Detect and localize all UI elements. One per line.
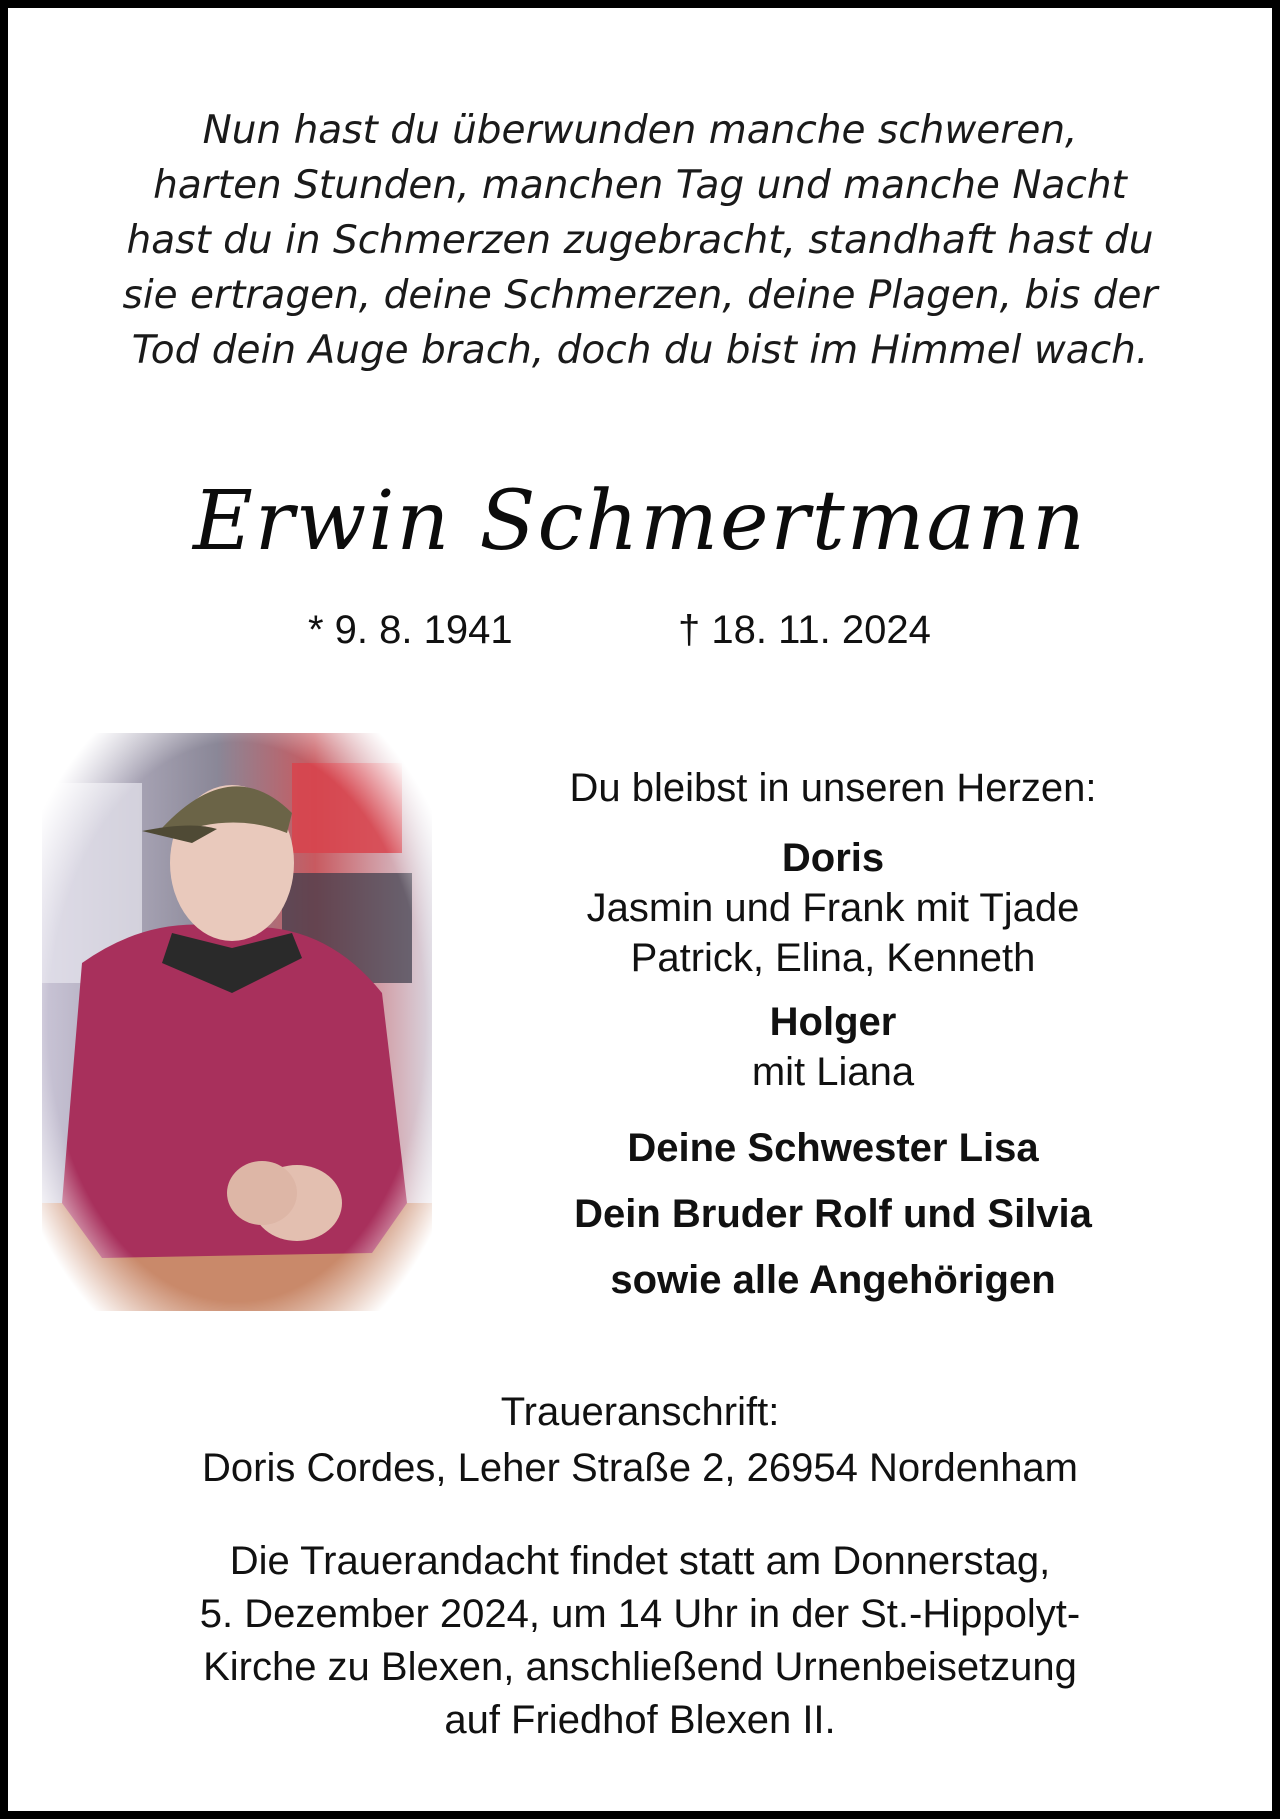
mourners-list — [448, 833, 1218, 1313]
address-label: Traueranschrift: — [500, 1390, 780, 1434]
verse-line: sie ertragen, deine Schmerzen, deine Plagen, bis der — [122, 273, 1158, 318]
mourner-closing: Deine Schwester Lisa — [627, 1126, 1039, 1170]
deceased-name: Erwin Schmertmann — [193, 474, 1087, 569]
service-line: auf Friedhof Blexen II. — [444, 1698, 836, 1742]
verse-line: hast du in Schmerzen zugebracht, standhaft hast du — [126, 218, 1154, 263]
portrait-photo — [42, 733, 432, 1311]
memorial-verse — [48, 103, 1232, 378]
verse-line: Nun hast du überwunden manche schweren, — [202, 108, 1078, 153]
mourner-head: Holger — [769, 1000, 897, 1044]
verse-line: harten Stunden, manchen Tag und manche Nacht — [153, 163, 1127, 208]
mourner-head: Doris — [781, 836, 885, 880]
address-value: Doris Cordes, Leher Straße 2, 26954 Nordenham — [201, 1446, 1078, 1490]
mourner-line: Patrick, Elina, Kenneth — [630, 936, 1036, 980]
service-info — [8, 1535, 1272, 1747]
mourner-closing: sowie alle Angehörigen — [610, 1258, 1056, 1302]
mourner-line: Jasmin und Frank mit Tjade — [586, 886, 1080, 930]
mourner-line: mit Liana — [751, 1050, 915, 1094]
death-date: † 18. 11. 2024 — [678, 608, 931, 652]
mourners-intro: Du bleibst in unseren Herzen: — [569, 766, 1097, 810]
birth-date: * 9. 8. 1941 — [308, 608, 513, 652]
mourner-closing: Dein Bruder Rolf und Silvia — [574, 1192, 1092, 1236]
service-line: 5. Dezember 2024, um 14 Uhr in der St.-Hippolyt- — [199, 1592, 1081, 1636]
obituary-notice — [8, 8, 1272, 1811]
mourning-address — [8, 1384, 1272, 1496]
service-line: Die Trauerandacht findet statt am Donnerstag, — [229, 1539, 1051, 1583]
verse-line: Tod dein Auge brach, doch du bist im Himmel wach. — [131, 328, 1149, 373]
service-line: Kirche zu Blexen, anschließend Urnenbeisetzung — [203, 1645, 1077, 1689]
